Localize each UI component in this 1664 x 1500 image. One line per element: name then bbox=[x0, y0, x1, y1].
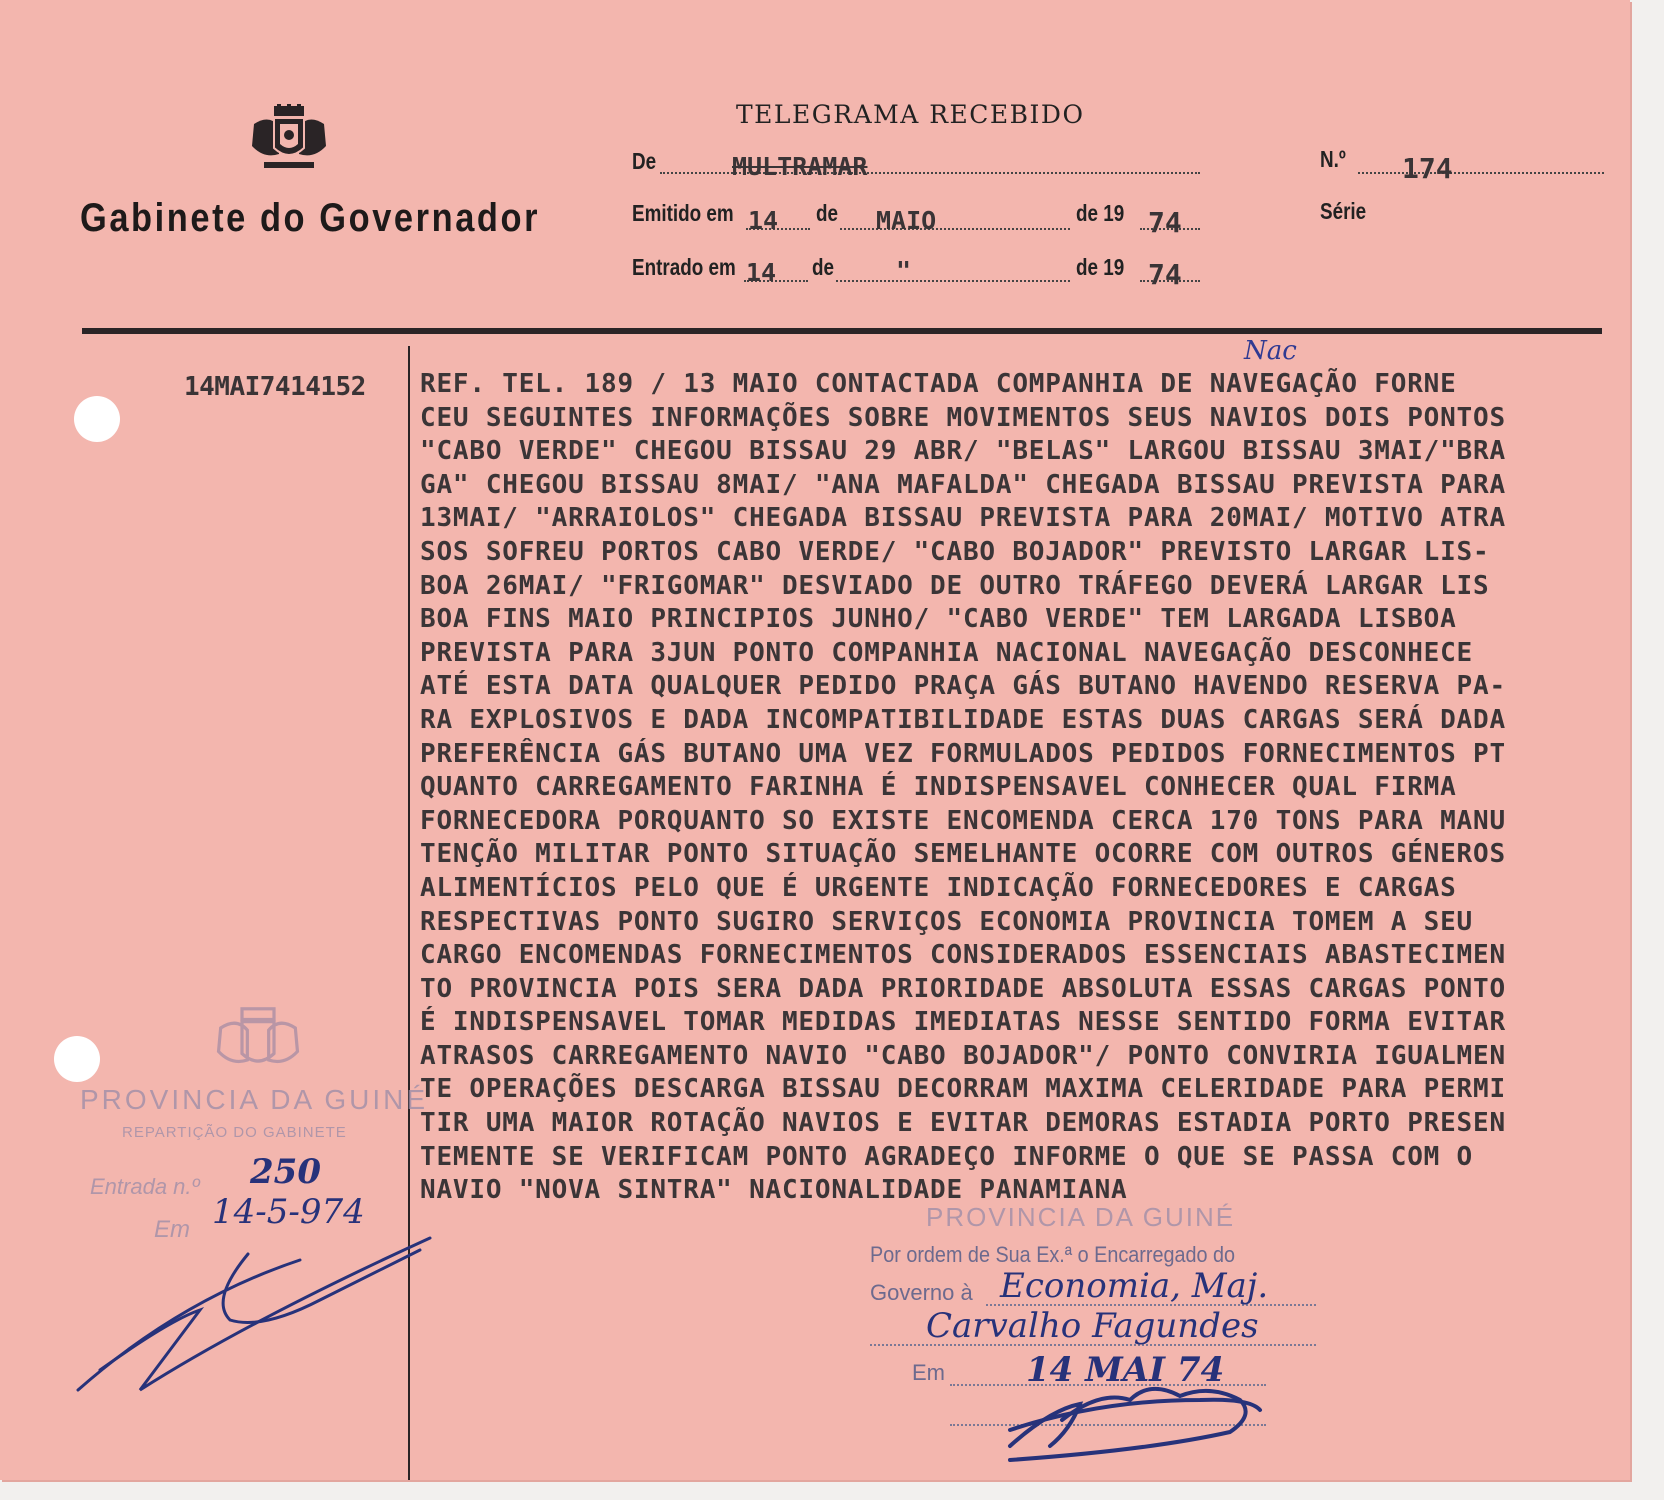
received-month: " bbox=[896, 256, 912, 285]
message-line: QUANTO CARREGAMENTO FARINHA É INDISPENSAVEL CONHECER QUAL FIRMA bbox=[420, 772, 1457, 803]
from-label: De bbox=[632, 148, 657, 174]
stamp-right-date-label: Em bbox=[912, 1360, 945, 1385]
left-signature bbox=[78, 1238, 430, 1390]
message-line: BOA 26MAI/ "FRIGOMAR" DESVIADO DE OUTRO TRÁFEGO DEVERÁ LARGAR LIS bbox=[420, 570, 1490, 601]
message-line: PREVISTA PARA 3JUN PONTO COMPANHIA NACIONAL NAVEGAÇÃO DESCONHECE bbox=[420, 637, 1474, 668]
message-line: CARGO ENCOMENDAS FORNECIMENTOS CONSIDERADOS ESSENCIAIS ABASTECIMEN bbox=[420, 940, 1506, 971]
stamp-entry-date: 14-5-974 bbox=[212, 1192, 365, 1232]
message-line: NAVIO "NOVA SINTRA" NACIONALIDADE PANAMIANA bbox=[420, 1175, 1128, 1206]
number-value: 174 bbox=[1402, 152, 1453, 185]
issued-year-label: de 19 bbox=[1076, 200, 1125, 226]
office-name: Gabinete do Governador bbox=[80, 196, 541, 240]
received-of-label: de bbox=[812, 254, 835, 280]
message-line: TIR UMA MAIOR ROTAÇÃO NAVIOS E EVITAR DEMORAS ESTADIA PORTO PRESEN bbox=[420, 1108, 1506, 1139]
stamp-entry-label: Entrada n.º bbox=[90, 1174, 200, 1199]
message-line: É INDISPENSAVEL TOMAR MEDIDAS IMEDIATAS NESSE SENTIDO FORMA EVITAR bbox=[420, 1007, 1506, 1038]
message-line: RESPECTIVAS PONTO SUGIRO SERVIÇOS ECONOMIA PROVINCIA TOMEM A SEU bbox=[420, 906, 1474, 937]
message-id: 14MAI7414152 bbox=[184, 372, 366, 402]
message-line: GA" CHEGOU BISSAU 8MAI/ "ANA MAFALDA" CHEGADA BISSAU PREVISTA PARA bbox=[420, 469, 1506, 500]
stamp-department: REPARTIÇÃO DO GABINETE bbox=[122, 1124, 347, 1141]
issued-label: Emitido em bbox=[632, 200, 734, 226]
message-line: BOA FINS MAIO PRINCIPIOS JUNHO/ "CABO VERDE" TEM LARGADA LISBOA bbox=[420, 604, 1457, 635]
from-value: MULTRAMAR bbox=[732, 152, 868, 181]
stamp-province: PROVINCIA DA GUINÉ bbox=[80, 1084, 429, 1115]
stamp-right-order: Por ordem de Sua Ex.ª o Encarregado do bbox=[870, 1242, 1236, 1267]
issued-year: 74 bbox=[1148, 206, 1182, 239]
stamp-date-label: Em bbox=[154, 1216, 190, 1243]
message-line: "CABO VERDE" CHEGOU BISSAU 29 ABR/ "BELAS" LARGOU BISSAU 3MAI/"BRA bbox=[420, 436, 1506, 467]
number-label: N.º bbox=[1320, 146, 1346, 172]
message-line: ALIMENTÍCIOS PELO QUE É URGENTE INDICAÇÃO FORNECEDORES E CARGAS bbox=[420, 872, 1457, 903]
issued-of-label: de bbox=[816, 200, 839, 226]
handwritten-officer: Carvalho Fagundes bbox=[926, 1306, 1259, 1346]
issued-day: 14 bbox=[748, 206, 779, 235]
message-line: FORNECEDORA PORQUANTO SO EXISTE ENCOMENDA CERCA 170 TONS PARA MANU bbox=[420, 805, 1506, 836]
stamp-right-province: PROVINCIA DA GUINÉ bbox=[926, 1202, 1236, 1232]
message-line: PREFERÊNCIA GÁS BUTANO UMA VEZ FORMULADOS PEDIDOS FORNECIMENTOS PT bbox=[420, 738, 1506, 769]
message-line: ATÉ ESTA DATA QUALQUER PEDIDO PRAÇA GÁS BUTANO HAVENDO RESERVA PA- bbox=[420, 671, 1506, 702]
received-year-label: de 19 bbox=[1076, 254, 1125, 280]
stamp-right-government: Governo à bbox=[870, 1280, 973, 1305]
message-line: ATRASOS CARREGAMENTO NAVIO "CABO BOJADOR"/ PONTO CONVIRIA IGUALMEN bbox=[420, 1040, 1506, 1071]
stamp-entry-number: 250 bbox=[250, 1152, 321, 1192]
message-line: REF. TEL. 189 / 13 MAIO CONTACTADA COMPANHIA DE NAVEGAÇÃO FORNE bbox=[420, 369, 1457, 399]
message-line: SOS SOFREU PORTOS CABO VERDE/ "CABO BOJADOR" PREVISTO LARGAR LIS- bbox=[420, 536, 1490, 567]
document-title: TELEGRAMA RECEBIDO bbox=[736, 100, 1085, 129]
message-line: TENÇÃO MILITAR PONTO SITUAÇÃO SEMELHANTE OCORRE COM OUTROS GÉNEROS bbox=[420, 839, 1506, 870]
received-year: 74 bbox=[1148, 258, 1182, 291]
message-line: CEU SEGUINTES INFORMAÇÕES SOBRE MOVIMENTOS SEUS NAVIOS DOIS PONTOS bbox=[420, 402, 1506, 433]
received-label: Entrado em bbox=[632, 254, 736, 280]
message-line: TE OPERAÇÕES DESCARGA BISSAU DECORRAM MAXIMA CELERIDADE PARA PERMI bbox=[420, 1074, 1506, 1105]
handwritten-annotation: Nac bbox=[1244, 336, 1297, 366]
handwritten-destination: Economia, Maj. bbox=[1000, 1266, 1269, 1306]
received-day: 14 bbox=[746, 258, 777, 287]
message-line: RA EXPLOSIVOS E DADA INCOMPATIBILIDADE ESTAS DUAS CARGAS SERÁ DADA bbox=[420, 704, 1506, 735]
message-line: TEMENTE SE VERIFICAM PONTO AGRADEÇO INFORME O QUE SE PASSA COM O bbox=[420, 1141, 1474, 1172]
message-line: 13MAI/ "ARRAIOLOS" CHEGADA BISSAU PREVISTA PARA 20MAI/ MOTIVO ATRA bbox=[420, 503, 1506, 534]
stamp-right-date: 14 MAI 74 bbox=[1026, 1350, 1225, 1390]
series-label: Série bbox=[1320, 198, 1367, 224]
message-line: TO PROVINCIA POIS SERA DADA PRIORIDADE ABSOLUTA ESSAS CARGAS PONTO bbox=[420, 973, 1506, 1004]
issued-month: MAIO bbox=[876, 206, 937, 235]
right-signature bbox=[1010, 1389, 1260, 1460]
